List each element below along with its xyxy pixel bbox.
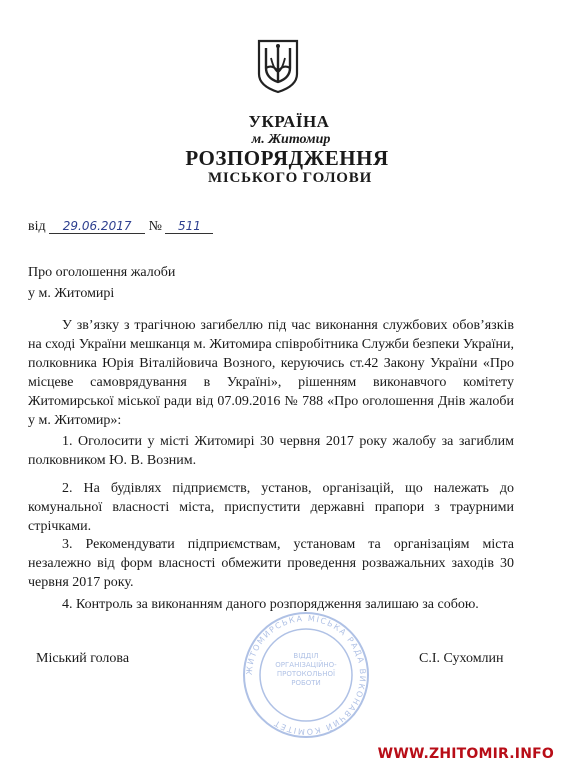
date-number-line bbox=[28, 219, 213, 235]
stamp-ring-text: ЖИТОМИРСЬКА МІСЬКА РАДА ВИКОНАВЧИЙ КОМІТЕТ bbox=[244, 613, 368, 737]
handwritten-number: 511 bbox=[165, 219, 213, 234]
number-sign: № bbox=[148, 219, 162, 234]
subject-line-1: Про оголошення жалоби bbox=[28, 265, 176, 280]
signatory-position: Міський голова bbox=[36, 651, 130, 666]
stamp-inner-text: ВІДДІЛ ОРГАНІЗАЦІЙНО-ПРОТОКОЛЬНОЇ РОБОТИ bbox=[275, 652, 337, 687]
trident-coat-of-arms-icon bbox=[256, 38, 300, 94]
order-item-1: 1. Оголосити у місті Житомирі 30 червня 2017 року жалобу за загиблим полковником Ю. В. Возним. bbox=[28, 434, 514, 468]
preamble-paragraph: У зв’язку з трагічною загибеллю під час виконання службових обов’язків на сході України мешканця м. Житомира співробітника Служби безпеки України, полковника Юрія Віталійовича Возного, керуючись ст.42 Закону України «Про місцеве самоврядування в Україні», рішенням виконавчого комітету Житомирської міської ради від 07.09.2016 № 788 «Про оголошення Днів жалоби у м. Житомир»: bbox=[28, 318, 514, 428]
handwritten-date: 29.06.2017 bbox=[49, 219, 145, 234]
signatory-name: С.І. Сухомлин bbox=[419, 651, 504, 666]
order-item-3: 3. Рекомендувати підприємствам, установам та організаціям міста незалежно від форм власності обмежити проведення розважальних заходів 30 червня 2017 року. bbox=[28, 537, 514, 590]
order-subject bbox=[28, 262, 175, 304]
date-prefix: від bbox=[28, 219, 46, 234]
official-stamp bbox=[236, 610, 376, 740]
subject-line-2: у м. Житомирі bbox=[28, 286, 115, 301]
document-subtitle: МІСЬКОГО ГОЛОВИ bbox=[207, 170, 373, 186]
header-country: УКРАЇНА bbox=[248, 112, 330, 131]
document-title: РОЗПОРЯДЖЕННЯ bbox=[185, 146, 389, 170]
order-item-4: 4. Контроль за виконанням даного розпорядження залишаю за собою. bbox=[62, 597, 479, 612]
order-item-2: 2. На будівлях підприємств, установ, організацій, що належать до комунальної власності міста, приспустити державні прапори з траурними стрічками. bbox=[28, 481, 514, 534]
header-city: м. Житомир bbox=[251, 132, 331, 147]
site-watermark: WWW.ZHITOMIR.INFO bbox=[377, 746, 554, 762]
